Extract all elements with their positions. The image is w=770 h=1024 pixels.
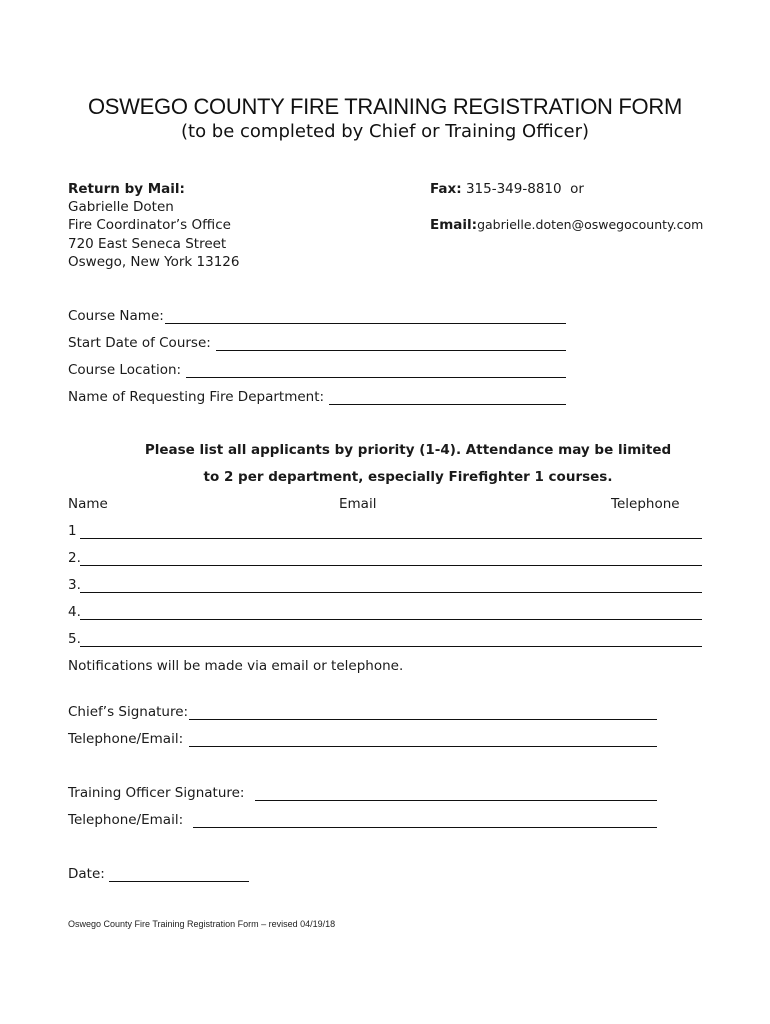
column-header-email: Email	[339, 496, 377, 512]
mail-city: Oswego, New York 13126	[68, 254, 240, 270]
mail-name: Gabrielle Doten	[68, 199, 174, 215]
course-location-field[interactable]	[186, 377, 566, 378]
applicant-row-number: 3.	[68, 577, 81, 593]
applicant-row-3-field[interactable]	[80, 592, 702, 593]
instructions-line-1: Please list all applicants by priority (1-4). Attendance may be limited	[144, 442, 672, 458]
applicant-row-number: 4.	[68, 604, 81, 620]
form-footer: Oswego County Fire Training Registration Form – revised 04/19/18	[68, 919, 336, 929]
course-location-label: Course Location:	[68, 362, 182, 378]
email-address: gabrielle.doten@oswegocounty.com	[477, 217, 704, 232]
date-label: Date:	[68, 866, 105, 882]
date-field[interactable]	[109, 881, 249, 882]
training-officer-telephone-email-label: Telephone/Email:	[68, 812, 184, 828]
chief-telephone-email-label: Telephone/Email:	[68, 731, 184, 747]
email-line	[430, 216, 703, 234]
form-subtitle: (to be completed by Chief or Training Officer)	[180, 121, 589, 142]
fire-department-field[interactable]	[329, 404, 566, 405]
fax-label: Fax:	[430, 181, 462, 197]
instructions-line-2: to 2 per department, especially Firefighter 1 courses.	[203, 469, 613, 485]
course-name-field[interactable]	[165, 323, 566, 324]
fax-line	[430, 180, 584, 198]
start-date-field[interactable]	[216, 350, 566, 351]
applicant-row-number: 1	[68, 523, 77, 539]
course-name-label: Course Name:	[68, 308, 164, 324]
return-by-mail-label: Return by Mail:	[68, 181, 185, 197]
email-label: Email:	[430, 217, 478, 233]
chief-telephone-email-field[interactable]	[189, 746, 657, 747]
chief-signature-field[interactable]	[189, 719, 657, 720]
fax-number: 315-349-8810 or	[465, 181, 584, 197]
applicant-row-number: 2.	[68, 550, 81, 566]
applicant-row-1-field[interactable]	[80, 538, 702, 539]
training-officer-signature-label: Training Officer Signature:	[68, 785, 245, 801]
start-date-label: Start Date of Course:	[68, 335, 211, 351]
applicant-row-5-field[interactable]	[80, 646, 702, 647]
applicant-row-2-field[interactable]	[80, 565, 702, 566]
applicant-row-4-field[interactable]	[80, 619, 702, 620]
training-officer-signature-field[interactable]	[255, 800, 657, 801]
form-title: OSWEGO COUNTY FIRE TRAINING REGISTRATION FORM	[88, 94, 682, 119]
mail-office: Fire Coordinator’s Office	[68, 217, 231, 233]
mail-street: 720 East Seneca Street	[68, 236, 227, 252]
column-header-telephone: Telephone	[611, 496, 680, 512]
applicant-row-number: 5.	[68, 631, 81, 647]
fire-department-label: Name of Requesting Fire Department:	[68, 389, 325, 405]
notification-note: Notifications will be made via email or telephone.	[68, 658, 404, 674]
column-header-name: Name	[68, 496, 108, 512]
chief-signature-label: Chief’s Signature:	[68, 704, 189, 720]
training-officer-telephone-email-field[interactable]	[193, 827, 657, 828]
